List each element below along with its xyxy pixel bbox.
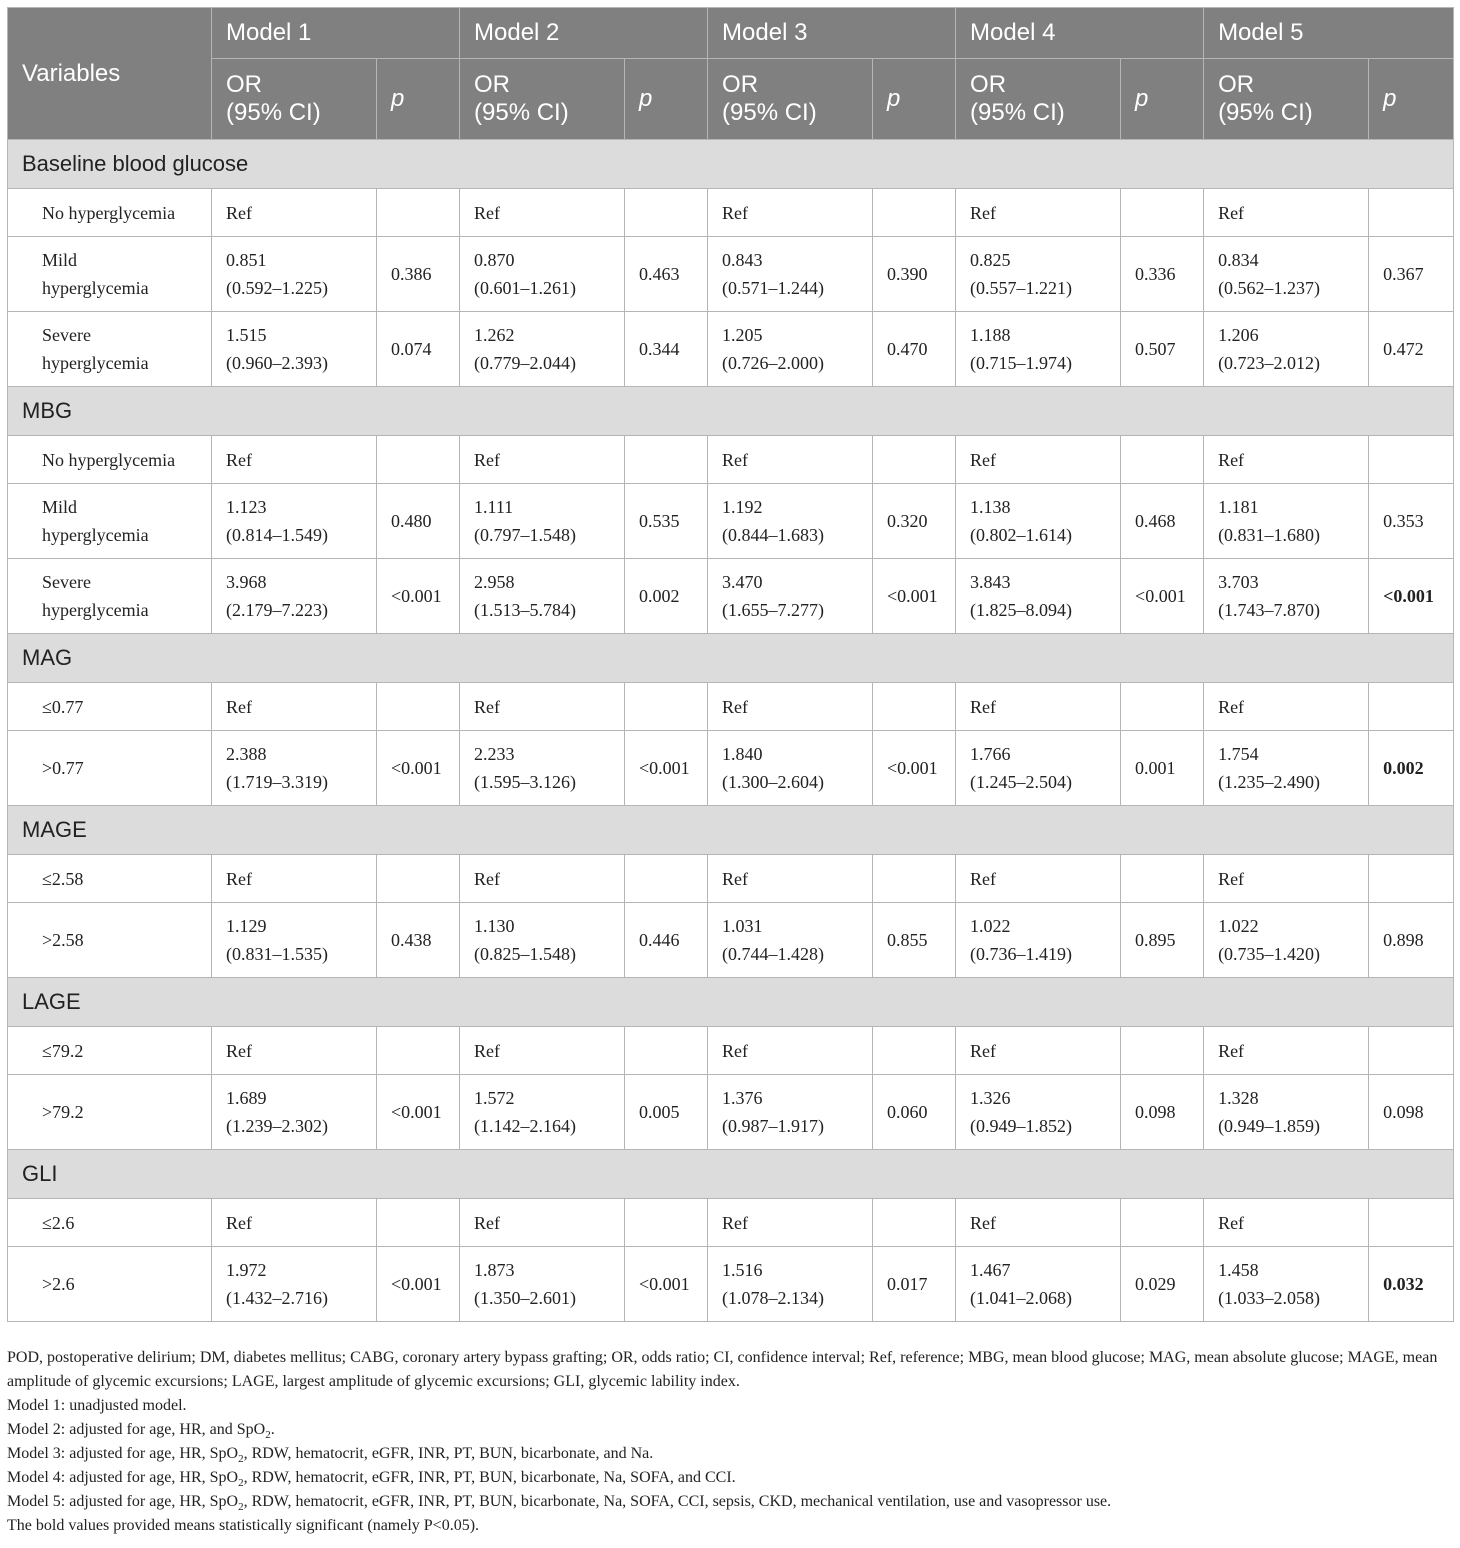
or-cell: Ref xyxy=(708,189,873,237)
table-body xyxy=(8,140,1454,1322)
or-cell: 1.206 (0.723–2.012) xyxy=(1204,312,1369,387)
or-cell: Ref xyxy=(1204,436,1369,484)
table-row xyxy=(8,1075,1454,1150)
model-3-note: Model 3: adjusted for age, HR, SpO$_2$, RDW, hematocrit, eGFR, INR, PT, BUN, bicarbonate, and Na. xyxy=(7,1445,654,1466)
p-header: p xyxy=(873,59,956,140)
group-label: LAGE xyxy=(8,978,1454,1027)
p-value-cell: 0.463 xyxy=(625,237,708,312)
row-label: ≤0.77 xyxy=(8,683,212,731)
p-value-cell xyxy=(625,189,708,237)
p-value-cell: <0.001 xyxy=(625,731,708,806)
or-cell: 3.703 (1.743–7.870) xyxy=(1204,559,1369,634)
table-row xyxy=(8,1199,1454,1247)
or-cell: 1.766 (1.245–2.504) xyxy=(956,731,1121,806)
p-value-cell xyxy=(1121,1199,1204,1247)
p-value-cell xyxy=(625,436,708,484)
p-value-cell: 0.005 xyxy=(625,1075,708,1150)
or-cell: 1.262 (0.779–2.044) xyxy=(460,312,625,387)
or-cell: 0.834 (0.562–1.237) xyxy=(1204,237,1369,312)
p-value-cell xyxy=(377,683,460,731)
p-value-cell xyxy=(1369,683,1454,731)
p-value-cell: 0.480 xyxy=(377,484,460,559)
or-cell: 1.130 (0.825–1.548) xyxy=(460,903,625,978)
or-cell: 1.326 (0.949–1.852) xyxy=(956,1075,1121,1150)
p-value-cell: 0.336 xyxy=(1121,237,1204,312)
p-value-cell: 0.002 xyxy=(1369,731,1454,806)
or-cell: 1.873 (1.350–2.601) xyxy=(460,1247,625,1322)
or-cell: Ref xyxy=(708,683,873,731)
p-value-cell: <0.001 xyxy=(1121,559,1204,634)
or-cell: 1.123 (0.814–1.549) xyxy=(212,484,377,559)
p-value-cell xyxy=(377,189,460,237)
or-cell: Ref xyxy=(460,436,625,484)
group-row xyxy=(8,140,1454,189)
p-value-cell: 0.446 xyxy=(625,903,708,978)
header-row-stats xyxy=(8,59,1454,140)
p-value-cell: <0.001 xyxy=(625,1247,708,1322)
row-label: >2.58 xyxy=(8,903,212,978)
group-row xyxy=(8,806,1454,855)
row-label: >79.2 xyxy=(8,1075,212,1150)
or-cell: 3.843 (1.825–8.094) xyxy=(956,559,1121,634)
or-cell: 2.388 (1.719–3.319) xyxy=(212,731,377,806)
or-cell: Ref xyxy=(708,1027,873,1075)
p-value-cell: <0.001 xyxy=(377,1247,460,1322)
or-cell: 1.376 (0.987–1.917) xyxy=(708,1075,873,1150)
or-cell: 1.516 (1.078–2.134) xyxy=(708,1247,873,1322)
p-value-cell: <0.001 xyxy=(1369,559,1454,634)
model-5-note: Model 5: adjusted for age, HR, SpO$_2$, RDW, hematocrit, eGFR, INR, PT, BUN, bicarbonate, Na, SOFA, CCI, sepsis, CKD, mechanical ventilation, use and vasopressor use. xyxy=(7,1493,1112,1514)
p-value-cell xyxy=(625,1027,708,1075)
or-cell: Ref xyxy=(1204,855,1369,903)
p-value-cell: 0.472 xyxy=(1369,312,1454,387)
p-value-cell: 0.438 xyxy=(377,903,460,978)
p-value-cell xyxy=(1121,189,1204,237)
table-row xyxy=(8,855,1454,903)
header-row-models xyxy=(8,8,1454,59)
p-value-cell: 0.002 xyxy=(625,559,708,634)
or-cell: 3.968 (2.179–7.223) xyxy=(212,559,377,634)
p-value-cell: 0.390 xyxy=(873,237,956,312)
p-value-cell: 0.895 xyxy=(1121,903,1204,978)
row-label: No hyperglycemia xyxy=(8,436,212,484)
row-label: Severe hyperglycemia xyxy=(8,312,212,387)
or-cell: Ref xyxy=(460,189,625,237)
group-label: MAGE xyxy=(8,806,1454,855)
or-cell: 0.825 (0.557–1.221) xyxy=(956,237,1121,312)
table-row xyxy=(8,1027,1454,1075)
p-value-cell: 0.029 xyxy=(1121,1247,1204,1322)
or-cell: 1.572 (1.142–2.164) xyxy=(460,1075,625,1150)
model-4-header: Model 4 xyxy=(956,8,1204,59)
group-row xyxy=(8,1150,1454,1199)
or-cell: 0.851 (0.592–1.225) xyxy=(212,237,377,312)
row-label: ≤2.6 xyxy=(8,1199,212,1247)
abbreviations-note: POD, postoperative delirium; DM, diabetes mellitus; CABG, coronary artery bypass grafting; OR, odds ratio; CI, confidence interval; Ref, reference; MBG, mean blood glucose; MAG, mean absolute glucose; MAGE, mean amplitude of glycemic excursions; LAGE, largest amplitude of glycemic excursions; GLI, glycemic lability index. xyxy=(7,1349,1438,1390)
table-row xyxy=(8,731,1454,806)
or-cell: 1.111 (0.797–1.548) xyxy=(460,484,625,559)
p-header: p xyxy=(1121,59,1204,140)
p-value-cell: 0.074 xyxy=(377,312,460,387)
or-cell: 1.022 (0.735–1.420) xyxy=(1204,903,1369,978)
row-label: Severe hyperglycemia xyxy=(8,559,212,634)
model-5-header: Model 5 xyxy=(1204,8,1454,59)
or-cell: 1.022 (0.736–1.419) xyxy=(956,903,1121,978)
or-cell: Ref xyxy=(460,855,625,903)
p-value-cell: <0.001 xyxy=(873,559,956,634)
table-row xyxy=(8,683,1454,731)
or-cell: 1.458 (1.033–2.058) xyxy=(1204,1247,1369,1322)
or-cell: Ref xyxy=(956,436,1121,484)
or-cell: Ref xyxy=(212,855,377,903)
table-row xyxy=(8,484,1454,559)
p-value-cell: 0.507 xyxy=(1121,312,1204,387)
p-value-cell xyxy=(873,1199,956,1247)
p-value-cell: 0.017 xyxy=(873,1247,956,1322)
p-value-cell xyxy=(1369,1199,1454,1247)
or-cell: 1.031 (0.744–1.428) xyxy=(708,903,873,978)
p-value-cell xyxy=(1121,855,1204,903)
group-label: Baseline blood glucose xyxy=(8,140,1454,189)
p-value-cell xyxy=(1369,189,1454,237)
table-row xyxy=(8,1247,1454,1322)
or-cell: 1.840 (1.300–2.604) xyxy=(708,731,873,806)
or-cell: Ref xyxy=(1204,189,1369,237)
or-cell: Ref xyxy=(1204,1027,1369,1075)
or-cell: 2.958 (1.513–5.784) xyxy=(460,559,625,634)
or-cell: Ref xyxy=(956,1027,1121,1075)
p-value-cell: 0.032 xyxy=(1369,1247,1454,1322)
or-cell: 1.129 (0.831–1.535) xyxy=(212,903,377,978)
p-value-cell xyxy=(377,855,460,903)
p-value-cell: <0.001 xyxy=(873,731,956,806)
p-value-cell xyxy=(873,683,956,731)
group-label: MBG xyxy=(8,387,1454,436)
table-footnotes xyxy=(7,1346,1455,1538)
p-value-cell xyxy=(625,855,708,903)
p-header: p xyxy=(377,59,460,140)
p-value-cell xyxy=(1121,1027,1204,1075)
or-cell: 1.467 (1.041–2.068) xyxy=(956,1247,1121,1322)
p-value-cell: 0.468 xyxy=(1121,484,1204,559)
model-1-note: Model 1: unadjusted model. xyxy=(7,1397,187,1414)
group-row xyxy=(8,978,1454,1027)
table-row xyxy=(8,312,1454,387)
p-value-cell xyxy=(873,1027,956,1075)
p-value-cell xyxy=(625,1199,708,1247)
or-cell: 1.188 (0.715–1.974) xyxy=(956,312,1121,387)
p-header: p xyxy=(1369,59,1454,140)
or-cell: 0.870 (0.601–1.261) xyxy=(460,237,625,312)
p-header: p xyxy=(625,59,708,140)
model-1-header: Model 1 xyxy=(212,8,460,59)
or-cell: 1.181 (0.831–1.680) xyxy=(1204,484,1369,559)
odds-ratio-table xyxy=(7,7,1454,1322)
p-value-cell xyxy=(873,189,956,237)
or-cell: 3.470 (1.655–7.277) xyxy=(708,559,873,634)
or-header: OR (95% CI) xyxy=(956,59,1121,140)
p-value-cell: 0.098 xyxy=(1369,1075,1454,1150)
model-3-header: Model 3 xyxy=(708,8,956,59)
or-cell: Ref xyxy=(212,1027,377,1075)
or-cell: Ref xyxy=(956,855,1121,903)
p-value-cell xyxy=(1121,436,1204,484)
p-value-cell: 0.001 xyxy=(1121,731,1204,806)
or-cell: Ref xyxy=(460,1027,625,1075)
or-header: OR (95% CI) xyxy=(460,59,625,140)
or-cell: 0.843 (0.571–1.244) xyxy=(708,237,873,312)
or-header: OR (95% CI) xyxy=(212,59,377,140)
model-2-note: Model 2: adjusted for age, HR, and SpO$_2$. xyxy=(7,1421,275,1442)
p-value-cell xyxy=(625,683,708,731)
p-value-cell: <0.001 xyxy=(377,731,460,806)
row-label: No hyperglycemia xyxy=(8,189,212,237)
p-value-cell: 0.320 xyxy=(873,484,956,559)
p-value-cell: 0.898 xyxy=(1369,903,1454,978)
or-cell: Ref xyxy=(956,1199,1121,1247)
or-cell: Ref xyxy=(1204,683,1369,731)
p-value-cell xyxy=(1369,436,1454,484)
or-cell: Ref xyxy=(708,1199,873,1247)
or-cell: 1.754 (1.235–2.490) xyxy=(1204,731,1369,806)
group-row xyxy=(8,634,1454,683)
or-cell: Ref xyxy=(212,189,377,237)
table-row xyxy=(8,903,1454,978)
or-cell: Ref xyxy=(212,683,377,731)
p-value-cell: 0.353 xyxy=(1369,484,1454,559)
table-row xyxy=(8,436,1454,484)
or-cell: Ref xyxy=(708,436,873,484)
or-cell: Ref xyxy=(708,855,873,903)
p-value-cell xyxy=(873,855,956,903)
or-cell: 1.138 (0.802–1.614) xyxy=(956,484,1121,559)
or-cell: 1.205 (0.726–2.000) xyxy=(708,312,873,387)
group-label: MAG xyxy=(8,634,1454,683)
p-value-cell: 0.098 xyxy=(1121,1075,1204,1150)
or-cell: 1.972 (1.432–2.716) xyxy=(212,1247,377,1322)
bold-values-note: The bold values provided means statistically significant (namely P<0.05). xyxy=(7,1517,480,1534)
or-cell: 1.328 (0.949–1.859) xyxy=(1204,1075,1369,1150)
p-value-cell: 0.855 xyxy=(873,903,956,978)
group-label: GLI xyxy=(8,1150,1454,1199)
p-value-cell xyxy=(1369,1027,1454,1075)
or-cell: Ref xyxy=(460,1199,625,1247)
or-cell: 1.689 (1.239–2.302) xyxy=(212,1075,377,1150)
row-label: ≤2.58 xyxy=(8,855,212,903)
or-cell: 1.192 (0.844–1.683) xyxy=(708,484,873,559)
or-cell: Ref xyxy=(1204,1199,1369,1247)
table-row xyxy=(8,237,1454,312)
p-value-cell: 0.386 xyxy=(377,237,460,312)
p-value-cell: 0.535 xyxy=(625,484,708,559)
row-label: ≤79.2 xyxy=(8,1027,212,1075)
p-value-cell xyxy=(377,1199,460,1247)
variables-header: Variables xyxy=(8,8,212,140)
p-value-cell: 0.470 xyxy=(873,312,956,387)
p-value-cell xyxy=(377,1027,460,1075)
row-label: >0.77 xyxy=(8,731,212,806)
or-header: OR (95% CI) xyxy=(708,59,873,140)
or-cell: 1.515 (0.960–2.393) xyxy=(212,312,377,387)
or-cell: Ref xyxy=(956,189,1121,237)
p-value-cell: <0.001 xyxy=(377,1075,460,1150)
p-value-cell xyxy=(1369,855,1454,903)
or-cell: Ref xyxy=(460,683,625,731)
or-cell: Ref xyxy=(212,1199,377,1247)
p-value-cell xyxy=(1121,683,1204,731)
model-4-note: Model 4: adjusted for age, HR, SpO$_2$, RDW, hematocrit, eGFR, INR, PT, BUN, bicarbonate, Na, SOFA, and CCI. xyxy=(7,1469,736,1490)
or-header: OR (95% CI) xyxy=(1204,59,1369,140)
table-row xyxy=(8,189,1454,237)
row-label: >2.6 xyxy=(8,1247,212,1322)
or-cell: Ref xyxy=(212,436,377,484)
p-value-cell xyxy=(377,436,460,484)
p-value-cell: 0.060 xyxy=(873,1075,956,1150)
table-row xyxy=(8,559,1454,634)
row-label: Mild hyperglycemia xyxy=(8,484,212,559)
p-value-cell xyxy=(873,436,956,484)
or-cell: Ref xyxy=(956,683,1121,731)
or-cell: 2.233 (1.595–3.126) xyxy=(460,731,625,806)
row-label: Mild hyperglycemia xyxy=(8,237,212,312)
p-value-cell: <0.001 xyxy=(377,559,460,634)
model-2-header: Model 2 xyxy=(460,8,708,59)
group-row xyxy=(8,387,1454,436)
p-value-cell: 0.344 xyxy=(625,312,708,387)
p-value-cell: 0.367 xyxy=(1369,237,1454,312)
